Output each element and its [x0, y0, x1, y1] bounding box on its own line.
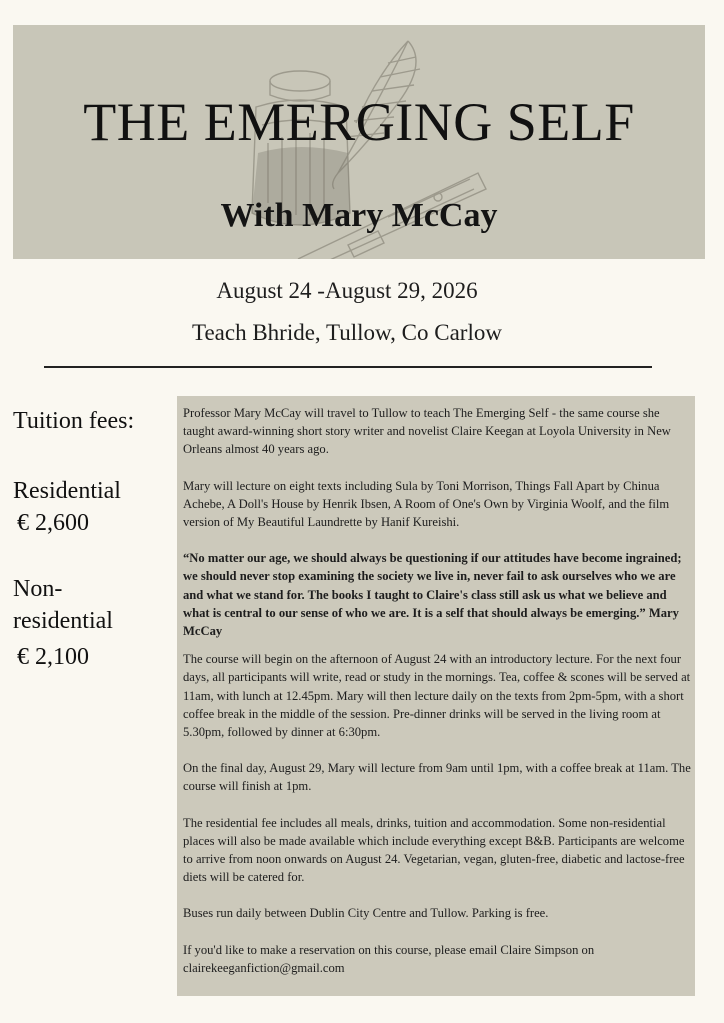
header-banner — [13, 25, 705, 259]
page-title: THE EMERGING SELF — [83, 92, 635, 152]
nonresidential-label-line1: Non- — [13, 576, 63, 602]
quote-paragraph: “No matter our age, we should always be questioning if our attitudes have become ingrained; we should never stop examining the society we live in, never fail to ask ourselves who we are and what we stand for. The books I taught to Claire's class still ask us what we believe and what is central to our sense of who we are. It is a self that should always be emerging.” Mary McCay — [183, 551, 682, 639]
residential-label: Residential — [13, 478, 121, 504]
fee-details-paragraph: The residential fee includes all meals, drinks, tuition and accommodation. Some non-residential places will also be made available which include everything except B&B. Participants are welcome to arrive from noon onwards on August 24. Vegetarian, vegan, gluten-free, diabetic and lactose-free diets will be catered for. — [183, 815, 685, 885]
fees-heading: Tuition fees: — [13, 408, 135, 434]
divider — [44, 366, 652, 368]
residential-price: € 2,600 — [17, 510, 89, 536]
schedule-paragraph: The course will begin on the afternoon of August 24 with an introductory lecture. For the next four days, all participants will write, read or study in the mornings. Tea, coffee & scones will be served at 11am, with lunch at 12.45pm. Mary will then lecture daily on the texts from 2pm-5pm, with a short coffee break in the middle of the session. Pre-dinner drinks will be served in the living room at 5.30pm, followed by dinner at 6:30pm. — [183, 652, 691, 740]
reservation-paragraph: If you'd like to make a reservation on this course, please email Claire Simpson on clairekeeganfiction@gmail.com — [183, 942, 595, 975]
event-venue: Teach Bhride, Tullow, Co Carlow — [192, 320, 502, 345]
final-day-paragraph: On the final day, August 29, Mary will lecture from 9am until 1pm, with a coffee break at 11am. The course will finish at 1pm. — [183, 761, 691, 794]
intro-paragraph: Professor Mary McCay will travel to Tullow to teach The Emerging Self - the same course she taught award-winning short story writer and novelist Claire Keegan at Loyola University in New Orleans almost 40 years ago. — [183, 406, 671, 457]
nonresidential-price: € 2,100 — [17, 644, 89, 670]
event-dates: August 24 -August 29, 2026 — [216, 278, 478, 303]
transport-paragraph: Buses run daily between Dublin City Centre and Tullow. Parking is free. — [183, 906, 549, 921]
nonresidential-label-line2: residential — [13, 608, 113, 634]
course-description-panel — [177, 396, 695, 996]
page-subtitle: With Mary McCay — [220, 197, 498, 234]
texts-paragraph: Mary will lecture on eight texts including Sula by Toni Morrison, Things Fall Apart by Chinua Achebe, A Doll's House by Henrik Ibsen, A Room of One's Own by Virginia Woolf, and the film version of My Beautiful Laundrette by Hanif Kureishi. — [183, 478, 670, 530]
